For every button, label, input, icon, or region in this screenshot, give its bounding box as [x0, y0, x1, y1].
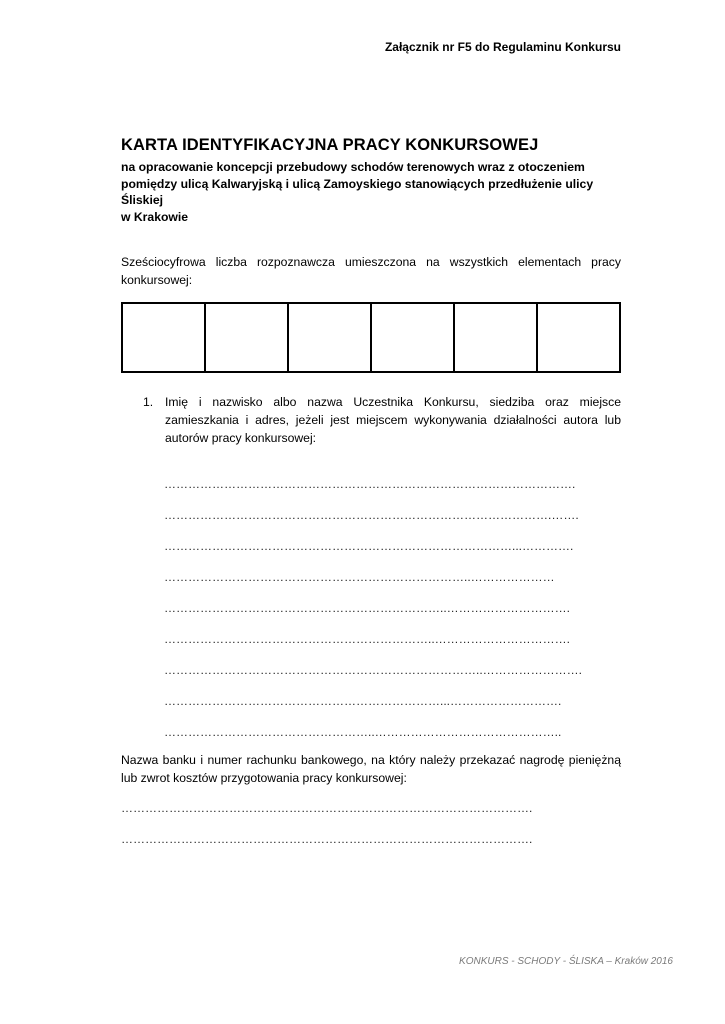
- identification-number-label: Sześciocyfrowa liczba rozpoznawcza umieszczona na wszystkich elementach pracy konkursowej:: [121, 255, 621, 287]
- document-subtitle: [121, 159, 621, 225]
- bank-account-label: Nazwa banku i numer rachunku bankowego, na który należy przekazać nagrodę pieniężną lub zwrot kosztów przygotowania pracy konkursowej:: [121, 753, 621, 785]
- participant-fill-line-4[interactable]: …………………………………………………………………..…………………: [164, 570, 555, 584]
- digit-box-3[interactable]: [289, 304, 372, 371]
- subtitle-line-3: w Krakowie: [121, 209, 189, 224]
- participant-fill-line-9[interactable]: ……………………………………………..………………………………………..: [164, 725, 562, 739]
- document-title: KARTA IDENTYFIKACYJNA PRACY KONKURSOWEJ: [121, 136, 539, 154]
- participant-fill-line-7[interactable]: ……………………………………………………………………..…………………….: [164, 663, 583, 677]
- participant-fill-line-1[interactable]: ………………………………………………………………………………………….: [164, 477, 576, 491]
- bank-fill-line-1[interactable]: ………………………………………………………………………………………….: [121, 801, 533, 815]
- bank-fill-line-2[interactable]: ………………………………………………………………………………………….: [121, 832, 533, 846]
- item-text: Imię i nazwisko albo nazwa Uczestnika Konkursu, siedziba oraz miejsce zamieszkania i adres, jeżeli jest miejscem wykonywania działalności autora lub autorów pracy konkursowej:: [165, 395, 621, 445]
- subtitle-line-2: pomiędzy ulicą Kalwaryjską i ulicą Zamoyskiego stanowiących przedłużenie ulicy Śliskiej: [121, 176, 594, 207]
- participant-fill-line-2[interactable]: …………………………………………………………………………………….…….: [164, 508, 579, 522]
- participant-info-item: [143, 393, 621, 447]
- footer-text: KONKURS - SCHODY - ŚLISKA – Kraków 2016: [459, 956, 673, 967]
- digit-box-5[interactable]: [455, 304, 538, 371]
- digit-box-1[interactable]: [123, 304, 206, 371]
- participant-fill-line-6[interactable]: …………………………………………………………..…………………………….: [164, 632, 571, 646]
- participant-fill-line-8[interactable]: ……………………………………………………………...……………………….: [164, 694, 562, 708]
- participant-fill-line-3[interactable]: ……………………………………………………………………………...………….: [164, 539, 574, 553]
- identification-number-boxes: [121, 302, 621, 373]
- digit-box-2[interactable]: [206, 304, 289, 371]
- subtitle-line-1: na opracowanie koncepcji przebudowy schodów terenowych wraz z otoczeniem: [121, 160, 585, 174]
- attachment-label: Załącznik nr F5 do Regulaminu Konkursu: [384, 40, 621, 54]
- digit-box-6[interactable]: [538, 304, 619, 371]
- item-number: 1.: [143, 395, 154, 409]
- digit-box-4[interactable]: [372, 304, 455, 371]
- participant-fill-line-5[interactable]: ……………………………………………………………..………………………….: [164, 601, 571, 615]
